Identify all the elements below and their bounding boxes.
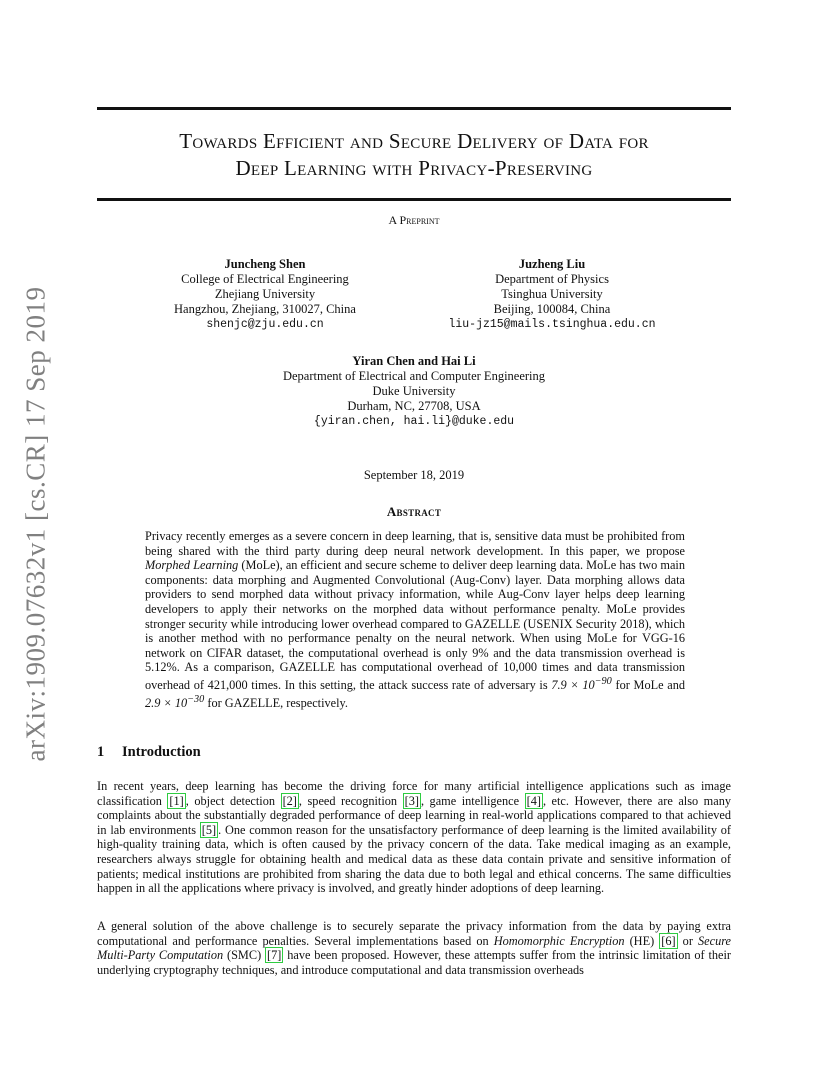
author-email: {yiran.chen, hai.li}@duke.edu xyxy=(313,415,515,428)
title-bottom-rule xyxy=(97,198,731,201)
paragraph-text: In recent years, deep learning has become the driving force for many artificial intelligence applications such as image classification xyxy=(97,779,731,808)
paragraph-emphasis: Secure Multi-Party Computation xyxy=(97,933,731,963)
citation-link[interactable]: [1] xyxy=(169,793,184,808)
abstract-heading: Abstract xyxy=(386,504,442,519)
author-name: Juncheng Shen xyxy=(224,257,306,271)
paper-title-line-1: Towards Efficient and Secure Delivery of Data for xyxy=(179,129,649,153)
intro-paragraph-1 xyxy=(97,779,731,896)
math-expression: 2.9 × 10 xyxy=(145,695,188,710)
abstract-text: for MoLe and xyxy=(611,678,685,693)
abstract-text: Privacy recently emerges as a severe concern in deep learning, that is, sensitive data must be prohibited from being shared with the third party during deep neural network development. In this paper, we propose xyxy=(145,529,685,558)
paragraph-emphasis: Homomorphic Encryption xyxy=(493,933,625,948)
section-number: 1 xyxy=(97,744,105,760)
citation-link[interactable]: [2] xyxy=(282,793,297,808)
author-university: Zhejiang University xyxy=(214,287,316,301)
abstract-text: for GAZELLE, respectively. xyxy=(204,695,348,710)
preprint-label: A Preprint xyxy=(388,213,440,227)
author-address: Beijing, 100084, China xyxy=(493,302,611,316)
paragraph-text: , object detection xyxy=(185,793,281,808)
math-exponent: −30 xyxy=(187,693,205,705)
paragraph-text: , etc. However, there are also many complaints about the substantially degraded performance of deep learning in real-world applications compared to that achieved in lab environments xyxy=(97,793,731,837)
paragraph-text: , speed recognition xyxy=(298,793,403,808)
citation-link[interactable]: [6] xyxy=(661,933,676,948)
author-email: shenjc@zju.edu.cn xyxy=(206,318,324,331)
author-university: Tsinghua University xyxy=(501,287,603,301)
section-heading-introduction xyxy=(97,744,201,761)
paragraph-text: , game intelligence xyxy=(420,793,525,808)
paragraph-text: have been proposed. However, these attempts suffer from the intrinsic limitation of their underlying cryptography techniques, and introduce computational and data transmission overheads xyxy=(97,948,731,977)
author-department: Department of Electrical and Computer Engineering xyxy=(282,369,546,383)
paper-title xyxy=(97,128,731,182)
author-block-liu xyxy=(427,257,677,332)
arxiv-stamp: arXiv:1909.07632v1 [cs.CR] 17 Sep 2019 xyxy=(20,286,51,762)
citation-link[interactable]: [3] xyxy=(404,793,419,808)
paper-title-line-2: Deep Learning with Privacy-Preserving xyxy=(235,156,593,180)
math-expression: 7.9 × 10 xyxy=(551,678,595,693)
citation-link[interactable]: [7] xyxy=(267,948,282,963)
paragraph-text: A general solution of the above challenge is to securely separate the privacy information from the data by paying extra computational and performance penalties. Several implementations based on xyxy=(97,919,731,948)
section-title: Introduction xyxy=(122,744,201,760)
author-university: Duke University xyxy=(372,384,456,398)
intro-paragraph-2 xyxy=(97,919,731,977)
author-email: liu-jz15@mails.tsinghua.edu.cn xyxy=(448,318,656,331)
author-address: Durham, NC, 27708, USA xyxy=(347,399,481,413)
citation-link[interactable]: [4] xyxy=(526,793,541,808)
author-name: Yiran Chen and Hai Li xyxy=(352,354,476,368)
title-top-rule xyxy=(97,107,731,110)
author-block-shen xyxy=(150,257,380,332)
paragraph-text: (SMC) xyxy=(223,948,266,963)
author-department: College of Electrical Engineering xyxy=(181,272,349,286)
paper-date: September 18, 2019 xyxy=(363,468,465,482)
author-department: Department of Physics xyxy=(495,272,609,286)
math-exponent: −90 xyxy=(594,675,612,687)
paragraph-text: (HE) xyxy=(624,933,660,948)
author-block-chen-li xyxy=(239,354,589,429)
abstract-emphasis: Morphed Learning xyxy=(145,558,239,573)
author-address: Hangzhou, Zhejiang, 310027, China xyxy=(174,302,356,316)
abstract-body xyxy=(145,529,685,710)
author-name: Juzheng Liu xyxy=(518,257,586,271)
paragraph-text: . One common reason for the unsatisfactory performance of deep learning is the limited availability of high-quality training data, which is often caused by the privacy concern of the data. Take medical imaging as an example, researchers always struggle for obtaining health and medical data as these data contain private and sensitive information of patients; medical institutions are prohibited from sharing the data due to both legal and ethical concerns. The same difficulties happen in all the applications where privacy is involved, and greatly hinder adoptions of deep learning. xyxy=(97,822,731,896)
paragraph-text: or xyxy=(677,933,698,948)
abstract-text: (MoLe), an efficient and secure scheme to deliver deep learning data. MoLe has two main components: data morphing and Augmented Convolutional (Aug-Conv) layer. Data morphing allows data providers to send morphed data without privacy information, while Aug-Conv layer helps deep learning developers to apply their networks on the morphed data without performance penalty. MoLe provides stronger security while introducing lower overhead compared to GAZELLE (USENIX Security 2018), which is another method with no performance penalty on the neural network. When using MoLe for VGG-16 network on CIFAR dataset, the computational overhead is only 9% and the data transmission overhead is 5.12%. As a comparison, GAZELLE has computational overhead of 10,000 times and data transmission overhead of 421,000 times. In this setting, the attack success rate of adversary is xyxy=(145,558,686,693)
citation-link[interactable]: [5] xyxy=(201,822,217,837)
